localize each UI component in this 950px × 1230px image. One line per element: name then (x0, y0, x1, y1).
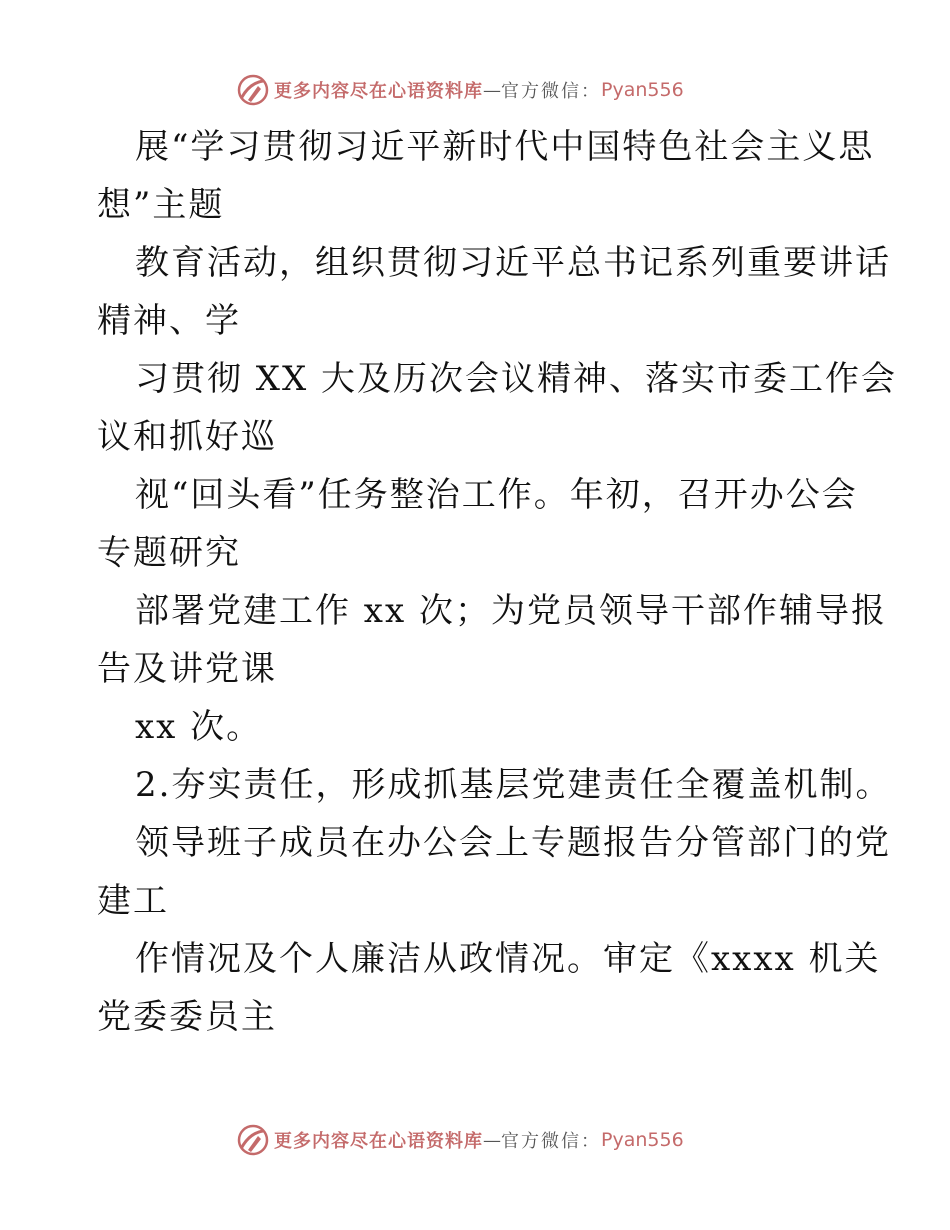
text-line: 2.夯实责任，形成抓基层党建责任全覆盖机制。 (135, 765, 892, 805)
text-line: 视“回头看”任务整治工作。年初，召开办公会 (135, 475, 858, 515)
wechat-id: Pyan556 (601, 1129, 684, 1151)
text-line: 建工 (97, 881, 169, 921)
wechat-id: Pyan556 (601, 79, 684, 101)
text-line: 部署党建工作 xx 次；为党员领导干部作辅导报 (135, 591, 887, 631)
header-banner (236, 73, 684, 107)
site-name: 更多内容尽在心语资料库 (274, 81, 483, 102)
text-line: 习贯彻 XX 大及历次会议精神、落实市委工作会 (135, 359, 898, 399)
pen-logo-icon (236, 73, 270, 107)
footer-banner (236, 1123, 684, 1157)
text-line: 专题研究 (97, 533, 241, 573)
banner-dash: — (483, 79, 501, 101)
site-name: 更多内容尽在心语资料库 (274, 1131, 483, 1152)
text-line: 精神、学 (97, 301, 241, 341)
text-line: xx 次。 (135, 707, 263, 747)
pen-logo-icon (236, 1123, 270, 1157)
official-label: 官方微信： (501, 1131, 601, 1152)
text-line: 想”主题 (97, 185, 225, 225)
text-line: 展“学习贯彻习近平新时代中国特色社会主义思 (135, 127, 875, 167)
text-line: 告及讲党课 (97, 649, 277, 689)
text-line: 党委委员主 (97, 997, 277, 1037)
text-line: 作情况及个人廉洁从政情况。审定《xxxx 机关 (135, 939, 881, 979)
text-line: 领导班子成员在办公会上专题报告分管部门的党 (135, 823, 891, 863)
text-line: 议和抓好巡 (97, 417, 277, 457)
text-line: 教育活动，组织贯彻习近平总书记系列重要讲话 (135, 243, 891, 283)
banner-dash: — (483, 1129, 501, 1151)
official-label: 官方微信： (501, 81, 601, 102)
